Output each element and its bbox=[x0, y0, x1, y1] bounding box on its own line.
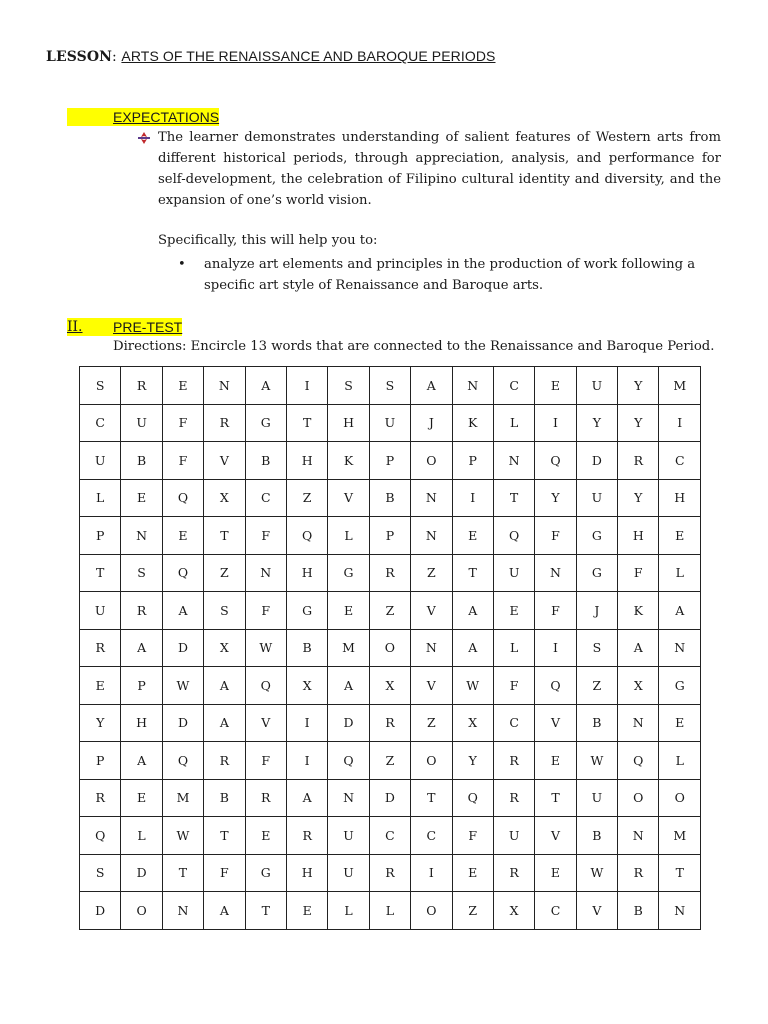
grid-cell[interactable]: X bbox=[618, 667, 659, 705]
grid-cell[interactable]: X bbox=[204, 629, 245, 667]
grid-cell[interactable]: N bbox=[328, 779, 369, 817]
objective-text: analyze art elements and principles in the production of work following a specific art style of Renaissance and Baroque arts. bbox=[204, 257, 696, 293]
grid-cell[interactable]: W bbox=[576, 854, 617, 892]
grid-cell[interactable]: T bbox=[162, 854, 203, 892]
grid-cell[interactable]: Q bbox=[162, 554, 203, 592]
grid-cell[interactable]: C bbox=[245, 479, 286, 517]
grid-cell[interactable]: E bbox=[121, 779, 162, 817]
grid-cell[interactable]: H bbox=[121, 704, 162, 742]
grid-cell[interactable]: U bbox=[80, 592, 121, 630]
grid-cell[interactable]: V bbox=[245, 704, 286, 742]
grid-cell[interactable]: T bbox=[80, 554, 121, 592]
grid-cell[interactable]: V bbox=[204, 442, 245, 480]
grid-cell[interactable]: R bbox=[493, 742, 534, 780]
grid-cell[interactable]: T bbox=[245, 892, 286, 930]
grid-cell[interactable]: N bbox=[535, 554, 576, 592]
grid-cell[interactable]: T bbox=[535, 779, 576, 817]
lesson-separator: : bbox=[112, 49, 122, 65]
grid-cell[interactable]: L bbox=[328, 517, 369, 555]
grid-cell[interactable]: F bbox=[452, 817, 493, 855]
grid-cell[interactable]: H bbox=[659, 479, 701, 517]
grid-cell[interactable]: O bbox=[411, 742, 452, 780]
grid-cell[interactable]: E bbox=[162, 367, 203, 405]
grid-cell[interactable]: Z bbox=[452, 892, 493, 930]
grid-cell[interactable]: Y bbox=[618, 367, 659, 405]
grid-cell[interactable]: P bbox=[121, 667, 162, 705]
grid-cell[interactable]: A bbox=[618, 629, 659, 667]
grid-cell[interactable]: X bbox=[286, 667, 327, 705]
grid-cell[interactable]: I bbox=[535, 404, 576, 442]
grid-cell[interactable]: M bbox=[659, 367, 701, 405]
grid-cell[interactable]: U bbox=[576, 479, 617, 517]
grid-row bbox=[80, 667, 701, 705]
grid-cell[interactable]: R bbox=[369, 704, 410, 742]
grid-cell[interactable]: E bbox=[535, 367, 576, 405]
grid-cell[interactable]: F bbox=[162, 404, 203, 442]
grid-cell[interactable]: E bbox=[80, 667, 121, 705]
grid-cell[interactable]: A bbox=[204, 704, 245, 742]
grid-cell[interactable]: T bbox=[659, 854, 701, 892]
grid-row bbox=[80, 479, 701, 517]
grid-cell[interactable]: Q bbox=[493, 517, 534, 555]
grid-cell[interactable]: Q bbox=[162, 742, 203, 780]
lesson-label: LESSON bbox=[46, 49, 113, 65]
grid-cell[interactable]: W bbox=[452, 667, 493, 705]
grid-cell[interactable]: F bbox=[245, 592, 286, 630]
grid-cell[interactable]: Q bbox=[452, 779, 493, 817]
grid-cell[interactable]: U bbox=[576, 367, 617, 405]
grid-cell[interactable]: N bbox=[245, 554, 286, 592]
grid-cell[interactable]: B bbox=[618, 892, 659, 930]
grid-cell[interactable]: F bbox=[162, 442, 203, 480]
grid-cell[interactable]: T bbox=[452, 554, 493, 592]
grid-cell[interactable]: N bbox=[493, 442, 534, 480]
grid-cell[interactable]: K bbox=[328, 442, 369, 480]
grid-row bbox=[80, 404, 701, 442]
grid-cell[interactable]: I bbox=[452, 479, 493, 517]
grid-row bbox=[80, 367, 701, 405]
grid-cell[interactable]: U bbox=[493, 554, 534, 592]
grid-cell[interactable]: Z bbox=[411, 554, 452, 592]
grid-cell[interactable]: A bbox=[328, 667, 369, 705]
grid-cell[interactable]: N bbox=[452, 367, 493, 405]
grid-cell[interactable]: G bbox=[245, 854, 286, 892]
grid-cell[interactable]: I bbox=[411, 854, 452, 892]
grid-cell[interactable]: X bbox=[204, 479, 245, 517]
grid-cell[interactable]: B bbox=[204, 779, 245, 817]
pretest-directions: Directions: Encircle 13 words that are connected to the Renaissance and Baroque Period. bbox=[113, 339, 715, 354]
grid-cell[interactable]: I bbox=[286, 742, 327, 780]
grid-cell[interactable]: Q bbox=[162, 479, 203, 517]
grid-cell[interactable]: N bbox=[659, 629, 701, 667]
grid-cell[interactable]: U bbox=[121, 404, 162, 442]
grid-cell[interactable]: G bbox=[245, 404, 286, 442]
grid-cell[interactable]: R bbox=[286, 817, 327, 855]
grid-cell[interactable]: T bbox=[286, 404, 327, 442]
grid-cell[interactable]: K bbox=[618, 592, 659, 630]
grid-cell[interactable]: A bbox=[245, 367, 286, 405]
grid-cell[interactable]: A bbox=[452, 629, 493, 667]
grid-cell[interactable]: Q bbox=[618, 742, 659, 780]
grid-cell[interactable]: Z bbox=[369, 592, 410, 630]
grid-cell[interactable]: S bbox=[80, 854, 121, 892]
grid-cell[interactable]: L bbox=[659, 554, 701, 592]
grid-cell[interactable]: G bbox=[576, 554, 617, 592]
grid-cell[interactable]: T bbox=[204, 817, 245, 855]
grid-cell[interactable]: I bbox=[659, 404, 701, 442]
grid-cell[interactable]: F bbox=[204, 854, 245, 892]
grid-cell[interactable]: B bbox=[576, 704, 617, 742]
grid-cell[interactable]: S bbox=[369, 367, 410, 405]
grid-cell[interactable]: F bbox=[618, 554, 659, 592]
grid-cell[interactable]: G bbox=[328, 554, 369, 592]
grid-cell[interactable]: E bbox=[286, 892, 327, 930]
grid-cell[interactable]: C bbox=[493, 367, 534, 405]
grid-cell[interactable]: O bbox=[411, 442, 452, 480]
grid-cell[interactable]: V bbox=[328, 479, 369, 517]
grid-cell[interactable]: J bbox=[411, 404, 452, 442]
word-search-grid bbox=[79, 366, 701, 930]
grid-cell[interactable]: H bbox=[618, 517, 659, 555]
grid-cell[interactable]: K bbox=[452, 404, 493, 442]
grid-cell[interactable]: Y bbox=[618, 479, 659, 517]
grid-cell[interactable]: G bbox=[659, 667, 701, 705]
grid-cell[interactable]: V bbox=[411, 592, 452, 630]
grid-cell[interactable]: R bbox=[204, 404, 245, 442]
grid-cell[interactable]: N bbox=[411, 517, 452, 555]
grid-cell[interactable]: G bbox=[576, 517, 617, 555]
grid-cell[interactable]: D bbox=[80, 892, 121, 930]
grid-cell[interactable]: P bbox=[452, 442, 493, 480]
grid-cell[interactable]: R bbox=[204, 742, 245, 780]
grid-cell[interactable]: U bbox=[328, 817, 369, 855]
grid-cell[interactable]: L bbox=[493, 629, 534, 667]
grid-cell[interactable]: D bbox=[121, 854, 162, 892]
grid-cell[interactable]: U bbox=[369, 404, 410, 442]
grid-cell[interactable]: I bbox=[286, 367, 327, 405]
grid-cell[interactable]: O bbox=[618, 779, 659, 817]
grid-cell[interactable]: E bbox=[121, 479, 162, 517]
grid-cell[interactable]: L bbox=[659, 742, 701, 780]
grid-cell[interactable]: S bbox=[204, 592, 245, 630]
grid-cell[interactable]: W bbox=[576, 742, 617, 780]
grid-cell[interactable]: V bbox=[411, 667, 452, 705]
grid-cell[interactable]: V bbox=[535, 817, 576, 855]
grid-cell[interactable]: Z bbox=[576, 667, 617, 705]
grid-row bbox=[80, 554, 701, 592]
grid-cell[interactable]: B bbox=[245, 442, 286, 480]
grid-cell[interactable]: R bbox=[121, 592, 162, 630]
grid-row bbox=[80, 517, 701, 555]
grid-cell[interactable]: T bbox=[493, 479, 534, 517]
grid-cell[interactable]: H bbox=[286, 442, 327, 480]
grid-cell[interactable]: X bbox=[493, 892, 534, 930]
grid-cell[interactable]: R bbox=[493, 779, 534, 817]
grid-cell[interactable]: O bbox=[121, 892, 162, 930]
grid-cell[interactable]: I bbox=[535, 629, 576, 667]
grid-row bbox=[80, 892, 701, 930]
grid-cell[interactable]: A bbox=[452, 592, 493, 630]
grid-cell[interactable]: E bbox=[535, 854, 576, 892]
grid-cell[interactable]: W bbox=[162, 667, 203, 705]
grid-cell[interactable]: D bbox=[162, 629, 203, 667]
grid-cell[interactable]: Q bbox=[80, 817, 121, 855]
grid-cell[interactable]: S bbox=[328, 367, 369, 405]
grid-cell[interactable]: V bbox=[576, 892, 617, 930]
grid-cell[interactable]: C bbox=[659, 442, 701, 480]
grid-cell[interactable]: H bbox=[286, 854, 327, 892]
section-number-highlight bbox=[67, 108, 113, 126]
grid-cell[interactable]: E bbox=[452, 854, 493, 892]
grid-cell[interactable]: F bbox=[535, 517, 576, 555]
grid-cell[interactable]: R bbox=[369, 554, 410, 592]
grid-cell[interactable]: Z bbox=[411, 704, 452, 742]
grid-cell[interactable]: T bbox=[204, 517, 245, 555]
grid-cell[interactable]: Y bbox=[618, 404, 659, 442]
grid-cell[interactable]: U bbox=[576, 779, 617, 817]
grid-cell[interactable]: C bbox=[535, 892, 576, 930]
grid-cell[interactable]: U bbox=[328, 854, 369, 892]
grid-cell[interactable]: C bbox=[493, 704, 534, 742]
grid-cell[interactable]: X bbox=[452, 704, 493, 742]
grid-row bbox=[80, 704, 701, 742]
grid-cell[interactable]: M bbox=[328, 629, 369, 667]
grid-cell[interactable]: F bbox=[493, 667, 534, 705]
lesson-heading bbox=[46, 48, 496, 65]
grid-row bbox=[80, 442, 701, 480]
grid-row bbox=[80, 854, 701, 892]
grid-cell[interactable]: Q bbox=[535, 667, 576, 705]
section-title: EXPECTATIONS bbox=[113, 109, 220, 125]
grid-cell[interactable]: O bbox=[411, 892, 452, 930]
grid-cell[interactable]: J bbox=[576, 592, 617, 630]
grid-cell[interactable]: Z bbox=[369, 742, 410, 780]
grid-cell[interactable]: S bbox=[121, 554, 162, 592]
grid-cell[interactable]: Z bbox=[204, 554, 245, 592]
grid-row bbox=[80, 779, 701, 817]
grid-cell[interactable]: E bbox=[659, 517, 701, 555]
grid-cell[interactable]: A bbox=[121, 742, 162, 780]
grid-cell[interactable]: E bbox=[162, 517, 203, 555]
grid-cell[interactable]: F bbox=[245, 742, 286, 780]
grid-cell[interactable]: E bbox=[452, 517, 493, 555]
grid-cell[interactable]: R bbox=[369, 854, 410, 892]
grid-cell[interactable]: U bbox=[80, 442, 121, 480]
grid-cell[interactable]: M bbox=[162, 779, 203, 817]
grid-cell[interactable]: R bbox=[121, 367, 162, 405]
grid-cell[interactable]: Q bbox=[535, 442, 576, 480]
grid-cell[interactable]: Y bbox=[576, 404, 617, 442]
grid-cell[interactable]: Y bbox=[452, 742, 493, 780]
grid-cell[interactable]: N bbox=[162, 892, 203, 930]
grid-cell[interactable]: Y bbox=[535, 479, 576, 517]
grid-cell[interactable]: P bbox=[80, 517, 121, 555]
section-number: II. bbox=[67, 319, 83, 335]
grid-cell[interactable]: N bbox=[121, 517, 162, 555]
grid-cell[interactable]: E bbox=[659, 704, 701, 742]
grid-cell[interactable]: N bbox=[411, 629, 452, 667]
grid-cell[interactable]: W bbox=[245, 629, 286, 667]
grid-cell[interactable]: P bbox=[80, 742, 121, 780]
section-title: PRE-TEST bbox=[113, 319, 183, 335]
grid-cell[interactable]: O bbox=[369, 629, 410, 667]
grid-cell[interactable]: D bbox=[328, 704, 369, 742]
grid-cell[interactable]: Q bbox=[328, 742, 369, 780]
grid-cell[interactable]: S bbox=[576, 629, 617, 667]
grid-cell[interactable]: C bbox=[80, 404, 121, 442]
grid-cell[interactable]: R bbox=[80, 779, 121, 817]
grid-cell[interactable]: T bbox=[411, 779, 452, 817]
grid-cell[interactable]: E bbox=[493, 592, 534, 630]
grid-cell[interactable]: E bbox=[328, 592, 369, 630]
grid-cell[interactable]: A bbox=[411, 367, 452, 405]
red-arrow-bullet-icon bbox=[138, 132, 150, 144]
grid-cell[interactable]: Q bbox=[286, 517, 327, 555]
grid-cell[interactable]: O bbox=[659, 779, 701, 817]
grid-cell[interactable]: D bbox=[369, 779, 410, 817]
grid-cell[interactable]: C bbox=[411, 817, 452, 855]
grid-cell[interactable]: A bbox=[204, 892, 245, 930]
grid-row bbox=[80, 592, 701, 630]
grid-cell[interactable]: E bbox=[535, 742, 576, 780]
expectations-paragraph-text: The learner demonstrates understanding of salient features of Western arts from different historical periods, through appreciation, analysis, and performance for self-development, the celebration of Filipino cultural identity and diversity, and the expansion of one’s world vision. bbox=[158, 130, 721, 208]
grid-cell[interactable]: A bbox=[286, 779, 327, 817]
grid-cell[interactable]: A bbox=[659, 592, 701, 630]
grid-cell[interactable]: N bbox=[411, 479, 452, 517]
grid-row bbox=[80, 742, 701, 780]
grid-cell[interactable]: I bbox=[286, 704, 327, 742]
grid-cell[interactable]: X bbox=[369, 667, 410, 705]
grid-row bbox=[80, 629, 701, 667]
objective-item bbox=[178, 254, 698, 296]
specifically-line: Specifically, this will help you to: bbox=[158, 233, 378, 248]
grid-cell[interactable]: A bbox=[162, 592, 203, 630]
grid-cell[interactable]: S bbox=[80, 367, 121, 405]
grid-cell[interactable]: P bbox=[369, 442, 410, 480]
grid-cell[interactable]: A bbox=[121, 629, 162, 667]
grid-cell[interactable]: E bbox=[245, 817, 286, 855]
grid-cell[interactable]: R bbox=[618, 442, 659, 480]
grid-cell[interactable]: B bbox=[576, 817, 617, 855]
grid-cell[interactable]: L bbox=[493, 404, 534, 442]
grid-cell[interactable]: A bbox=[204, 667, 245, 705]
grid-cell[interactable]: D bbox=[576, 442, 617, 480]
grid-cell[interactable]: U bbox=[493, 817, 534, 855]
grid-cell[interactable]: R bbox=[618, 854, 659, 892]
lesson-title: ARTS OF THE RENAISSANCE AND BAROQUE PERIODS bbox=[121, 48, 496, 64]
grid-cell[interactable]: H bbox=[328, 404, 369, 442]
grid-cell[interactable]: Y bbox=[80, 704, 121, 742]
grid-cell[interactable]: D bbox=[162, 704, 203, 742]
grid-cell[interactable]: G bbox=[286, 592, 327, 630]
grid-cell[interactable]: B bbox=[121, 442, 162, 480]
grid-cell[interactable]: V bbox=[535, 704, 576, 742]
grid-cell[interactable]: B bbox=[369, 479, 410, 517]
grid-cell[interactable]: Q bbox=[245, 667, 286, 705]
word-search-grid-body bbox=[80, 367, 701, 930]
grid-cell[interactable]: L bbox=[369, 892, 410, 930]
grid-cell[interactable]: N bbox=[659, 892, 701, 930]
grid-cell[interactable]: Z bbox=[286, 479, 327, 517]
grid-cell[interactable]: M bbox=[659, 817, 701, 855]
grid-cell[interactable]: F bbox=[245, 517, 286, 555]
grid-cell[interactable]: L bbox=[80, 479, 121, 517]
objective-bullet: • bbox=[178, 257, 186, 272]
expectations-paragraph bbox=[158, 127, 721, 211]
grid-cell[interactable]: N bbox=[204, 367, 245, 405]
grid-cell[interactable]: L bbox=[328, 892, 369, 930]
grid-cell[interactable]: R bbox=[80, 629, 121, 667]
grid-cell[interactable]: R bbox=[493, 854, 534, 892]
grid-cell[interactable]: H bbox=[286, 554, 327, 592]
grid-cell[interactable]: W bbox=[162, 817, 203, 855]
grid-cell[interactable]: N bbox=[618, 704, 659, 742]
grid-cell[interactable]: B bbox=[286, 629, 327, 667]
grid-cell[interactable]: C bbox=[369, 817, 410, 855]
grid-cell[interactable]: P bbox=[369, 517, 410, 555]
grid-cell[interactable]: R bbox=[245, 779, 286, 817]
grid-cell[interactable]: L bbox=[121, 817, 162, 855]
grid-cell[interactable]: N bbox=[618, 817, 659, 855]
grid-cell[interactable]: F bbox=[535, 592, 576, 630]
grid-row bbox=[80, 817, 701, 855]
